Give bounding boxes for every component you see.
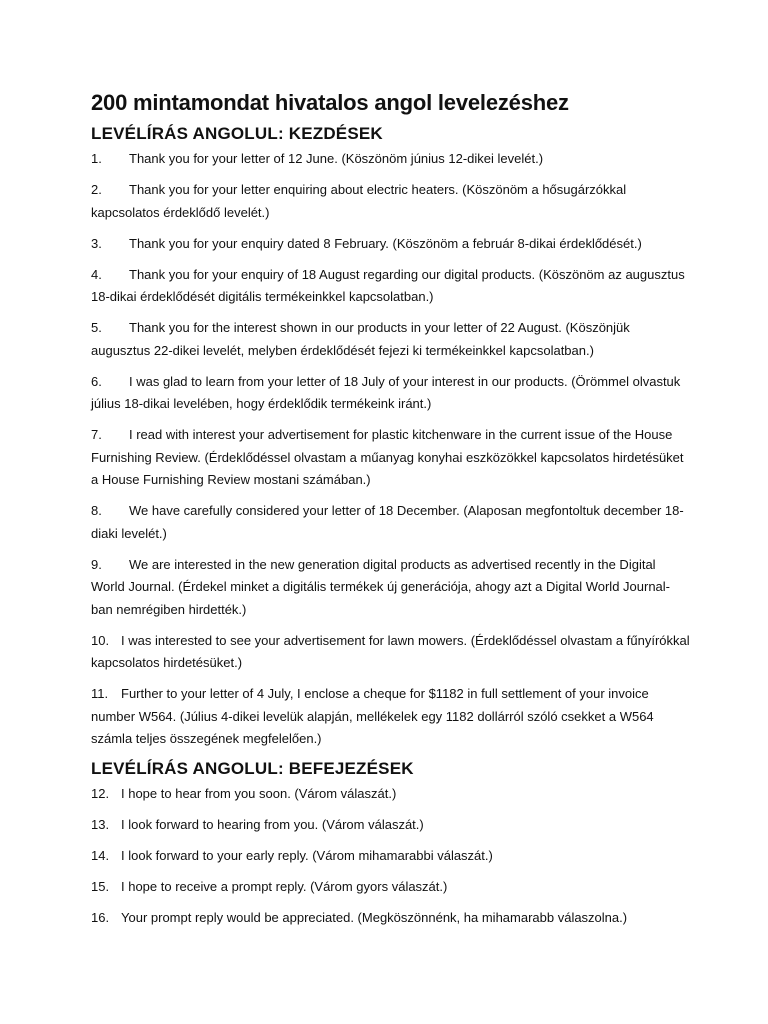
item-text: I was glad to learn from your letter of 18 July of your interest in our products. (Örömmel olvastuk július 18-dikai levelében, hogy érdeklődik termékeink iránt.): [91, 373, 681, 411]
list-item: [91, 264, 691, 309]
item-number: 2.: [91, 182, 102, 197]
item-number: 13.: [91, 817, 110, 832]
item-text: Thank you for your enquiry dated 8 February. (Köszönöm a február 8-dikai érdeklődését.): [129, 235, 642, 251]
list-item: [91, 233, 691, 256]
list-item: [91, 907, 691, 930]
item-number: 15.: [91, 879, 110, 894]
item-text: I look forward to hearing from you. (Várom válaszát.): [121, 817, 424, 832]
item-number: 1.: [91, 151, 102, 166]
item-text: Thank you for your letter enquiring about electric heaters. (Köszönöm a hősugárzókkal kapcsolatos érdeklődő levelét.): [91, 182, 627, 220]
list-item: [91, 683, 691, 751]
item-number: 8.: [91, 503, 102, 518]
list-item: [91, 554, 691, 622]
document-title: 200 mintamondat hivatalos angol levelezéshez: [91, 90, 569, 115]
item-number: 12.: [91, 786, 110, 801]
sentence-list-befejezesek: [91, 783, 691, 930]
item-text: We have carefully considered your letter of 18 December. (Alaposan megfontoltuk december 18-diaki levelét.): [91, 503, 684, 541]
item-number: 10.: [91, 632, 110, 648]
list-item: [91, 500, 691, 545]
item-text: I was interested to see your advertisement for lawn mowers. (Érdeklődéssel olvastam a fűnyírókkal kapcsolatos hirdetésüket.): [91, 632, 690, 670]
item-number: 16.: [91, 910, 110, 925]
item-number: 6.: [91, 373, 102, 389]
item-text: Your prompt reply would be appreciated. (Megköszönnénk, ha mihamarabb válaszolna.): [121, 910, 628, 925]
item-number: 4.: [91, 266, 102, 282]
item-text: I look forward to your early reply. (Várom mihamarabbi válaszát.): [121, 848, 493, 863]
document-page: [91, 88, 691, 938]
item-number: 9.: [91, 556, 102, 572]
item-text: I hope to hear from you soon. (Várom válaszát.): [121, 786, 397, 801]
item-text: Further to your letter of 4 July, I enclose a cheque for $1182 in full settlement of your invoice number W564. (Július 4-dikei levelük alapján, mellékelek egy 1182 dollárról szóló csekket a W564 számla teljes összegének megfelelően.): [91, 686, 654, 746]
item-number: 5.: [91, 320, 102, 335]
list-item: [91, 814, 691, 837]
section-heading-kezdesek: LEVÉLÍRÁS ANGOLUL: KEZDÉSEK: [91, 124, 383, 143]
list-item: [91, 876, 691, 899]
sentence-list-kezdesek: [91, 148, 691, 751]
item-number: 14.: [91, 848, 110, 863]
item-number: 11.: [91, 686, 109, 701]
list-item: [91, 424, 691, 492]
list-item: [91, 148, 691, 171]
item-number: 7.: [91, 427, 102, 442]
list-item: [91, 317, 691, 362]
item-text: I hope to receive a prompt reply. (Várom gyors válaszát.): [121, 879, 448, 894]
item-text: Thank you for your letter of 12 June. (Köszönöm június 12-dikei levelét.): [129, 151, 544, 166]
item-number: 3.: [91, 235, 102, 251]
list-item: [91, 630, 691, 675]
list-item: [91, 783, 691, 806]
list-item: [91, 371, 691, 416]
list-item: [91, 179, 691, 224]
section-heading-befejezesek: LEVÉLÍRÁS ANGOLUL: BEFEJEZÉSEK: [91, 759, 414, 778]
item-text: Thank you for the interest shown in our products in your letter of 22 August. (Köszönjük augusztus 22-dikei levelét, melyben érdeklődését fejezi ki termékeinkkel kapcsolatban.): [91, 320, 630, 358]
list-item: [91, 845, 691, 868]
item-text: I read with interest your advertisement for plastic kitchenware in the current issue of the House Furnishing Review. (Érdeklődéssel olvastam a műanyag konyhai eszközökkel kapcsolatos hirdetésüket a House Furnishing Review mostani számában.): [91, 427, 684, 487]
item-text: Thank you for your enquiry of 18 August regarding our digital products. (Köszönöm az augusztus 18-dikai érdeklődését digitális termékeinkkel kapcsolatban.): [91, 266, 685, 304]
item-text: We are interested in the new generation digital products as advertised recently in the Digital World Journal. (Érdekel minket a digitális termékek új generációja, ahogy azt a Digital World Journal-ban nemrégiben hirdették.): [91, 556, 671, 617]
